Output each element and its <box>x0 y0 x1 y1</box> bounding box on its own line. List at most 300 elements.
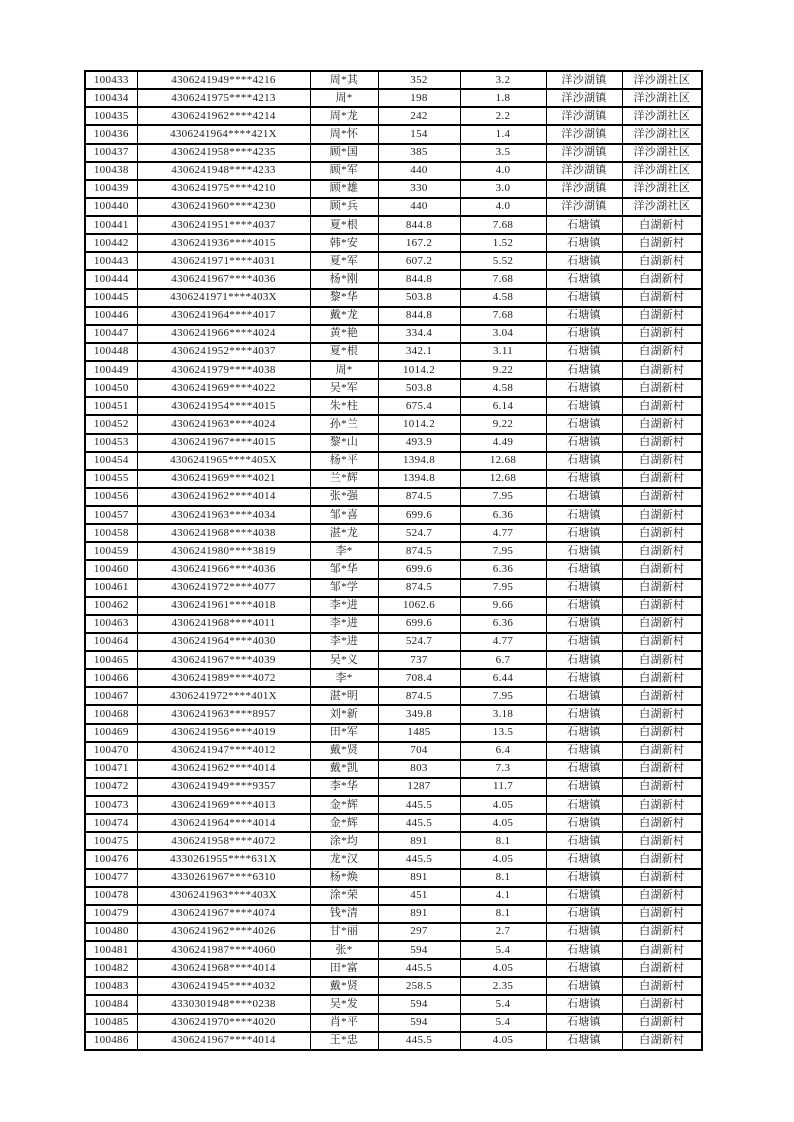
cell-town: 石塘镇 <box>546 252 622 270</box>
cell-area: 3.2 <box>460 71 546 89</box>
cell-serial-number: 100480 <box>85 923 137 941</box>
cell-village: 白湖新村 <box>622 887 702 905</box>
cell-area: 7.95 <box>460 542 546 560</box>
cell-serial-number: 100485 <box>85 1014 137 1032</box>
cell-name: 吴*发 <box>310 995 378 1013</box>
cell-village: 白湖新村 <box>622 379 702 397</box>
cell-village: 洋沙湖社区 <box>622 162 702 180</box>
cell-village: 白湖新村 <box>622 270 702 288</box>
cell-amount: 1287 <box>378 778 460 796</box>
table-row <box>85 452 702 470</box>
table-row <box>85 597 702 615</box>
cell-serial-number: 100461 <box>85 579 137 597</box>
cell-amount: 198 <box>378 89 460 107</box>
cell-serial-number: 100471 <box>85 760 137 778</box>
cell-town: 洋沙湖镇 <box>546 125 622 143</box>
cell-village: 白湖新村 <box>622 1014 702 1032</box>
cell-area: 7.95 <box>460 687 546 705</box>
cell-name: 钱*清 <box>310 905 378 923</box>
cell-name: 戴*贤 <box>310 742 378 760</box>
table-row <box>85 651 702 669</box>
cell-town: 石塘镇 <box>546 234 622 252</box>
table-row <box>85 524 702 542</box>
cell-id-card-number: 4306241947****4012 <box>137 742 310 760</box>
cell-name: 吴*军 <box>310 379 378 397</box>
cell-town: 石塘镇 <box>546 542 622 560</box>
cell-town: 石塘镇 <box>546 995 622 1013</box>
cell-village: 白湖新村 <box>622 415 702 433</box>
cell-serial-number: 100455 <box>85 470 137 488</box>
cell-amount: 445.5 <box>378 959 460 977</box>
cell-area: 2.2 <box>460 107 546 125</box>
cell-name: 黎*华 <box>310 289 378 307</box>
table-row <box>85 705 702 723</box>
table-row <box>85 742 702 760</box>
cell-area: 6.36 <box>460 506 546 524</box>
cell-town: 石塘镇 <box>546 796 622 814</box>
cell-serial-number: 100448 <box>85 343 137 361</box>
cell-village: 白湖新村 <box>622 1032 702 1050</box>
cell-town: 石塘镇 <box>546 361 622 379</box>
table-row <box>85 198 702 216</box>
cell-town: 石塘镇 <box>546 415 622 433</box>
table-row <box>85 162 702 180</box>
table-row <box>85 470 702 488</box>
cell-area: 4.58 <box>460 289 546 307</box>
cell-town: 石塘镇 <box>546 1014 622 1032</box>
cell-town: 石塘镇 <box>546 959 622 977</box>
table-row <box>85 633 702 651</box>
table-row <box>85 397 702 415</box>
cell-town: 石塘镇 <box>546 850 622 868</box>
cell-serial-number: 100470 <box>85 742 137 760</box>
table-row <box>85 307 702 325</box>
cell-id-card-number: 4306241956****4019 <box>137 724 310 742</box>
cell-serial-number: 100457 <box>85 506 137 524</box>
cell-amount: 524.7 <box>378 524 460 542</box>
cell-area: 6.44 <box>460 669 546 687</box>
cell-id-card-number: 4306241964****4030 <box>137 633 310 651</box>
cell-amount: 737 <box>378 651 460 669</box>
cell-town: 石塘镇 <box>546 452 622 470</box>
cell-village: 白湖新村 <box>622 579 702 597</box>
cell-area: 2.35 <box>460 977 546 995</box>
table-row <box>85 434 702 452</box>
table-row <box>85 361 702 379</box>
cell-id-card-number: 4306241966****4024 <box>137 325 310 343</box>
cell-name: 周* <box>310 361 378 379</box>
cell-serial-number: 100479 <box>85 905 137 923</box>
cell-id-card-number: 4306241968****4014 <box>137 959 310 977</box>
cell-area: 5.52 <box>460 252 546 270</box>
cell-name: 顾*雄 <box>310 180 378 198</box>
cell-amount: 704 <box>378 742 460 760</box>
table-row <box>85 977 702 995</box>
cell-serial-number: 100474 <box>85 814 137 832</box>
cell-amount: 524.7 <box>378 633 460 651</box>
cell-area: 7.95 <box>460 488 546 506</box>
cell-name: 孙*兰 <box>310 415 378 433</box>
cell-serial-number: 100440 <box>85 198 137 216</box>
cell-id-card-number: 4306241969****4021 <box>137 470 310 488</box>
table-row <box>85 869 702 887</box>
cell-town: 石塘镇 <box>546 397 622 415</box>
table-row <box>85 289 702 307</box>
cell-town: 石塘镇 <box>546 488 622 506</box>
cell-village: 白湖新村 <box>622 397 702 415</box>
cell-id-card-number: 4306241971****4031 <box>137 252 310 270</box>
cell-amount: 334.4 <box>378 325 460 343</box>
cell-amount: 844.8 <box>378 307 460 325</box>
cell-area: 1.4 <box>460 125 546 143</box>
cell-town: 石塘镇 <box>546 560 622 578</box>
cell-name: 李* <box>310 542 378 560</box>
cell-amount: 342.1 <box>378 343 460 361</box>
cell-area: 3.11 <box>460 343 546 361</box>
cell-town: 石塘镇 <box>546 470 622 488</box>
cell-village: 白湖新村 <box>622 850 702 868</box>
cell-id-card-number: 4306241962****4014 <box>137 760 310 778</box>
cell-amount: 445.5 <box>378 850 460 868</box>
cell-serial-number: 100473 <box>85 796 137 814</box>
table-row <box>85 1032 702 1050</box>
table-row <box>85 724 702 742</box>
cell-town: 石塘镇 <box>546 778 622 796</box>
cell-amount: 445.5 <box>378 1032 460 1050</box>
cell-area: 4.0 <box>460 198 546 216</box>
cell-name: 李* <box>310 669 378 687</box>
cell-id-card-number: 4306241964****421X <box>137 125 310 143</box>
cell-amount: 352 <box>378 71 460 89</box>
table-row <box>85 923 702 941</box>
cell-serial-number: 100486 <box>85 1032 137 1050</box>
cell-name: 杨*焕 <box>310 869 378 887</box>
cell-town: 洋沙湖镇 <box>546 198 622 216</box>
cell-area: 4.05 <box>460 959 546 977</box>
cell-village: 白湖新村 <box>622 542 702 560</box>
table-row <box>85 560 702 578</box>
table-row <box>85 506 702 524</box>
cell-id-card-number: 4306241936****4015 <box>137 234 310 252</box>
table-row <box>85 687 702 705</box>
cell-town: 石塘镇 <box>546 615 622 633</box>
cell-village: 白湖新村 <box>622 289 702 307</box>
cell-village: 洋沙湖社区 <box>622 89 702 107</box>
cell-id-card-number: 4306241962****4026 <box>137 923 310 941</box>
cell-id-card-number: 4306241962****4214 <box>137 107 310 125</box>
cell-village: 洋沙湖社区 <box>622 107 702 125</box>
cell-area: 9.22 <box>460 415 546 433</box>
cell-name: 周* <box>310 89 378 107</box>
cell-serial-number: 100438 <box>85 162 137 180</box>
table-row <box>85 850 702 868</box>
cell-id-card-number: 4306241961****4018 <box>137 597 310 615</box>
cell-village: 白湖新村 <box>622 742 702 760</box>
cell-village: 白湖新村 <box>622 778 702 796</box>
cell-village: 洋沙湖社区 <box>622 71 702 89</box>
table-row <box>85 107 702 125</box>
cell-town: 石塘镇 <box>546 597 622 615</box>
cell-amount: 803 <box>378 760 460 778</box>
cell-name: 夏*军 <box>310 252 378 270</box>
cell-id-card-number: 4306241949****9357 <box>137 778 310 796</box>
cell-name: 湛*明 <box>310 687 378 705</box>
table-row <box>85 832 702 850</box>
cell-village: 白湖新村 <box>622 633 702 651</box>
cell-serial-number: 100481 <box>85 941 137 959</box>
cell-village: 白湖新村 <box>622 470 702 488</box>
cell-area: 2.7 <box>460 923 546 941</box>
cell-id-card-number: 4306241963****4034 <box>137 506 310 524</box>
cell-village: 洋沙湖社区 <box>622 144 702 162</box>
cell-id-card-number: 4306241963****4024 <box>137 415 310 433</box>
cell-area: 12.68 <box>460 452 546 470</box>
cell-town: 石塘镇 <box>546 506 622 524</box>
cell-area: 4.05 <box>460 1032 546 1050</box>
cell-serial-number: 100468 <box>85 705 137 723</box>
cell-id-card-number: 4306241969****4013 <box>137 796 310 814</box>
cell-amount: 708.4 <box>378 669 460 687</box>
cell-village: 白湖新村 <box>622 905 702 923</box>
table-row <box>85 71 702 89</box>
cell-village: 白湖新村 <box>622 669 702 687</box>
cell-town: 石塘镇 <box>546 724 622 742</box>
cell-area: 5.4 <box>460 941 546 959</box>
cell-town: 石塘镇 <box>546 869 622 887</box>
cell-amount: 167.2 <box>378 234 460 252</box>
cell-area: 6.7 <box>460 651 546 669</box>
cell-town: 洋沙湖镇 <box>546 144 622 162</box>
cell-town: 石塘镇 <box>546 307 622 325</box>
table-row <box>85 796 702 814</box>
table-row <box>85 252 702 270</box>
cell-area: 9.22 <box>460 361 546 379</box>
cell-village: 白湖新村 <box>622 760 702 778</box>
cell-area: 6.36 <box>460 560 546 578</box>
cell-village: 白湖新村 <box>622 796 702 814</box>
cell-id-card-number: 4306241960****4230 <box>137 198 310 216</box>
cell-town: 石塘镇 <box>546 434 622 452</box>
cell-area: 7.68 <box>460 216 546 234</box>
cell-amount: 1394.8 <box>378 452 460 470</box>
cell-area: 6.14 <box>460 397 546 415</box>
cell-id-card-number: 4306241967****4014 <box>137 1032 310 1050</box>
cell-village: 白湖新村 <box>622 959 702 977</box>
cell-serial-number: 100456 <box>85 488 137 506</box>
cell-id-card-number: 4306241967****4036 <box>137 270 310 288</box>
cell-town: 石塘镇 <box>546 814 622 832</box>
cell-serial-number: 100478 <box>85 887 137 905</box>
cell-name: 刘*新 <box>310 705 378 723</box>
cell-village: 白湖新村 <box>622 923 702 941</box>
cell-town: 石塘镇 <box>546 669 622 687</box>
cell-name: 龙*汉 <box>310 850 378 868</box>
cell-amount: 330 <box>378 180 460 198</box>
cell-name: 田*军 <box>310 724 378 742</box>
cell-serial-number: 100446 <box>85 307 137 325</box>
cell-area: 12.68 <box>460 470 546 488</box>
cell-area: 3.18 <box>460 705 546 723</box>
cell-id-card-number: 4306241979****4038 <box>137 361 310 379</box>
cell-id-card-number: 4306241945****4032 <box>137 977 310 995</box>
cell-id-card-number: 4306241969****4022 <box>137 379 310 397</box>
cell-id-card-number: 4306241972****4077 <box>137 579 310 597</box>
cell-serial-number: 100467 <box>85 687 137 705</box>
cell-amount: 874.5 <box>378 579 460 597</box>
table-row <box>85 234 702 252</box>
cell-area: 4.0 <box>460 162 546 180</box>
cell-town: 石塘镇 <box>546 977 622 995</box>
cell-name: 夏*根 <box>310 216 378 234</box>
table-row <box>85 542 702 560</box>
cell-town: 石塘镇 <box>546 579 622 597</box>
cell-serial-number: 100483 <box>85 977 137 995</box>
cell-amount: 493.9 <box>378 434 460 452</box>
table-row <box>85 959 702 977</box>
cell-id-card-number: 4306241963****403X <box>137 887 310 905</box>
cell-serial-number: 100459 <box>85 542 137 560</box>
cell-area: 13.5 <box>460 724 546 742</box>
cell-area: 4.05 <box>460 814 546 832</box>
cell-village: 白湖新村 <box>622 651 702 669</box>
cell-town: 洋沙湖镇 <box>546 107 622 125</box>
cell-name: 邹*喜 <box>310 506 378 524</box>
cell-amount: 440 <box>378 198 460 216</box>
cell-village: 白湖新村 <box>622 452 702 470</box>
cell-village: 白湖新村 <box>622 488 702 506</box>
cell-name: 湛*龙 <box>310 524 378 542</box>
cell-serial-number: 100436 <box>85 125 137 143</box>
cell-area: 8.1 <box>460 869 546 887</box>
cell-area: 9.66 <box>460 597 546 615</box>
cell-amount: 440 <box>378 162 460 180</box>
cell-id-card-number: 4306241949****4216 <box>137 71 310 89</box>
table-row <box>85 379 702 397</box>
cell-town: 石塘镇 <box>546 651 622 669</box>
cell-name: 金*辉 <box>310 796 378 814</box>
cell-serial-number: 100453 <box>85 434 137 452</box>
table-row <box>85 1014 702 1032</box>
cell-town: 石塘镇 <box>546 887 622 905</box>
table-row <box>85 887 702 905</box>
cell-town: 石塘镇 <box>546 760 622 778</box>
cell-name: 田*富 <box>310 959 378 977</box>
cell-area: 3.0 <box>460 180 546 198</box>
cell-village: 白湖新村 <box>622 597 702 615</box>
cell-serial-number: 100444 <box>85 270 137 288</box>
cell-id-card-number: 4306241971****403X <box>137 289 310 307</box>
cell-name: 王*忠 <box>310 1032 378 1050</box>
cell-amount: 1014.2 <box>378 415 460 433</box>
cell-amount: 874.5 <box>378 542 460 560</box>
cell-serial-number: 100466 <box>85 669 137 687</box>
cell-village: 白湖新村 <box>622 687 702 705</box>
cell-town: 石塘镇 <box>546 941 622 959</box>
cell-amount: 297 <box>378 923 460 941</box>
cell-town: 洋沙湖镇 <box>546 162 622 180</box>
cell-town: 石塘镇 <box>546 325 622 343</box>
cell-serial-number: 100451 <box>85 397 137 415</box>
cell-name: 邹*学 <box>310 579 378 597</box>
cell-name: 黄*艳 <box>310 325 378 343</box>
cell-serial-number: 100443 <box>85 252 137 270</box>
table-row <box>85 125 702 143</box>
cell-amount: 699.6 <box>378 506 460 524</box>
cell-amount: 699.6 <box>378 615 460 633</box>
cell-amount: 1062.6 <box>378 597 460 615</box>
cell-village: 白湖新村 <box>622 814 702 832</box>
cell-serial-number: 100437 <box>85 144 137 162</box>
cell-serial-number: 100482 <box>85 959 137 977</box>
cell-area: 7.95 <box>460 579 546 597</box>
cell-name: 周*怀 <box>310 125 378 143</box>
cell-village: 白湖新村 <box>622 560 702 578</box>
cell-serial-number: 100475 <box>85 832 137 850</box>
cell-name: 李*进 <box>310 615 378 633</box>
table-row <box>85 325 702 343</box>
cell-area: 4.49 <box>460 434 546 452</box>
cell-serial-number: 100435 <box>85 107 137 125</box>
cell-serial-number: 100477 <box>85 869 137 887</box>
cell-village: 洋沙湖社区 <box>622 125 702 143</box>
table-row <box>85 89 702 107</box>
cell-amount: 844.8 <box>378 270 460 288</box>
cell-village: 白湖新村 <box>622 343 702 361</box>
cell-village: 白湖新村 <box>622 216 702 234</box>
cell-area: 8.1 <box>460 832 546 850</box>
table-row <box>85 669 702 687</box>
cell-area: 3.04 <box>460 325 546 343</box>
cell-amount: 242 <box>378 107 460 125</box>
cell-id-card-number: 4306241952****4037 <box>137 343 310 361</box>
cell-amount: 385 <box>378 144 460 162</box>
cell-id-card-number: 4306241964****4017 <box>137 307 310 325</box>
cell-name: 顾*军 <box>310 162 378 180</box>
cell-id-card-number: 4306241972****401X <box>137 687 310 705</box>
cell-amount: 503.8 <box>378 379 460 397</box>
cell-serial-number: 100464 <box>85 633 137 651</box>
cell-id-card-number: 4330301948****0238 <box>137 995 310 1013</box>
cell-name: 李*进 <box>310 633 378 651</box>
cell-amount: 1014.2 <box>378 361 460 379</box>
cell-area: 5.4 <box>460 995 546 1013</box>
cell-id-card-number: 4306241970****4020 <box>137 1014 310 1032</box>
cell-town: 洋沙湖镇 <box>546 180 622 198</box>
cell-town: 石塘镇 <box>546 1032 622 1050</box>
cell-amount: 891 <box>378 869 460 887</box>
table-row <box>85 180 702 198</box>
cell-area: 6.36 <box>460 615 546 633</box>
cell-id-card-number: 4306241967****4074 <box>137 905 310 923</box>
cell-area: 7.68 <box>460 307 546 325</box>
cell-village: 白湖新村 <box>622 869 702 887</box>
cell-id-card-number: 4306241964****4014 <box>137 814 310 832</box>
cell-town: 石塘镇 <box>546 379 622 397</box>
cell-town: 石塘镇 <box>546 270 622 288</box>
cell-serial-number: 100476 <box>85 850 137 868</box>
cell-amount: 874.5 <box>378 488 460 506</box>
cell-amount: 445.5 <box>378 796 460 814</box>
cell-area: 7.3 <box>460 760 546 778</box>
cell-town: 石塘镇 <box>546 289 622 307</box>
cell-amount: 154 <box>378 125 460 143</box>
table-row <box>85 778 702 796</box>
table-row <box>85 270 702 288</box>
cell-town: 石塘镇 <box>546 905 622 923</box>
cell-name: 涂*均 <box>310 832 378 850</box>
cell-area: 4.77 <box>460 524 546 542</box>
cell-amount: 1394.8 <box>378 470 460 488</box>
